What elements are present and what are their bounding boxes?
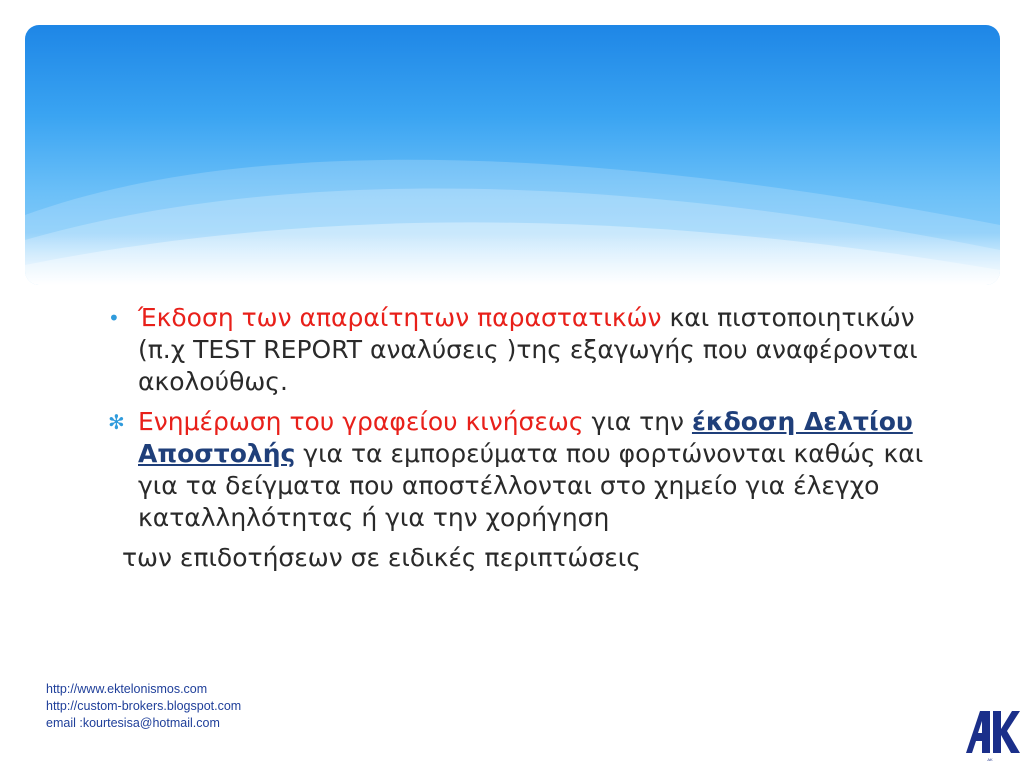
footer-contacts [46,681,241,732]
continuation-text: των επιδοτήσεων σε ειδικές περιπτώσεις [122,543,641,572]
bullet-highlight: Έκδοση των απαραίτητων παραστατικών [138,303,662,332]
slide-body [104,302,924,574]
bullet-item [104,302,924,398]
bullet-dot-icon: • [108,306,120,330]
logo-text: AK [987,757,993,762]
header-banner [25,25,1000,285]
bullet-text: για τα εμπορεύματα που φορτώνονται καθώς και για τα δείγματα που αποστέλλονται στο χημείο για έλεγχο καταλληλότητας ή για την χορήγηση [138,439,924,532]
blog-link[interactable]: http://custom-brokers.blogspot.com [46,699,242,713]
bullet-item [104,406,924,534]
asterisk-bullet-icon: ✻ [108,410,125,434]
bullet-highlight: Ενημέρωση του γραφείου κινήσεως [138,407,584,436]
bullet-text: για την [583,407,692,436]
email-contact[interactable]: email :kourtesisa@hotmail.com [46,716,220,730]
website-link[interactable]: http://www.ektelonismos.com [46,682,208,696]
delivery-note-link[interactable]: έκδοση Δελτίου Αποστολής [138,407,913,468]
logo-icon [960,703,1020,763]
bullet-text: και πιστοποιητικών (π.χ TEST REPORT αναλύσεις )της εξαγωγής που αναφέρονται ακολούθως. [138,303,918,396]
company-logo [960,703,1020,763]
